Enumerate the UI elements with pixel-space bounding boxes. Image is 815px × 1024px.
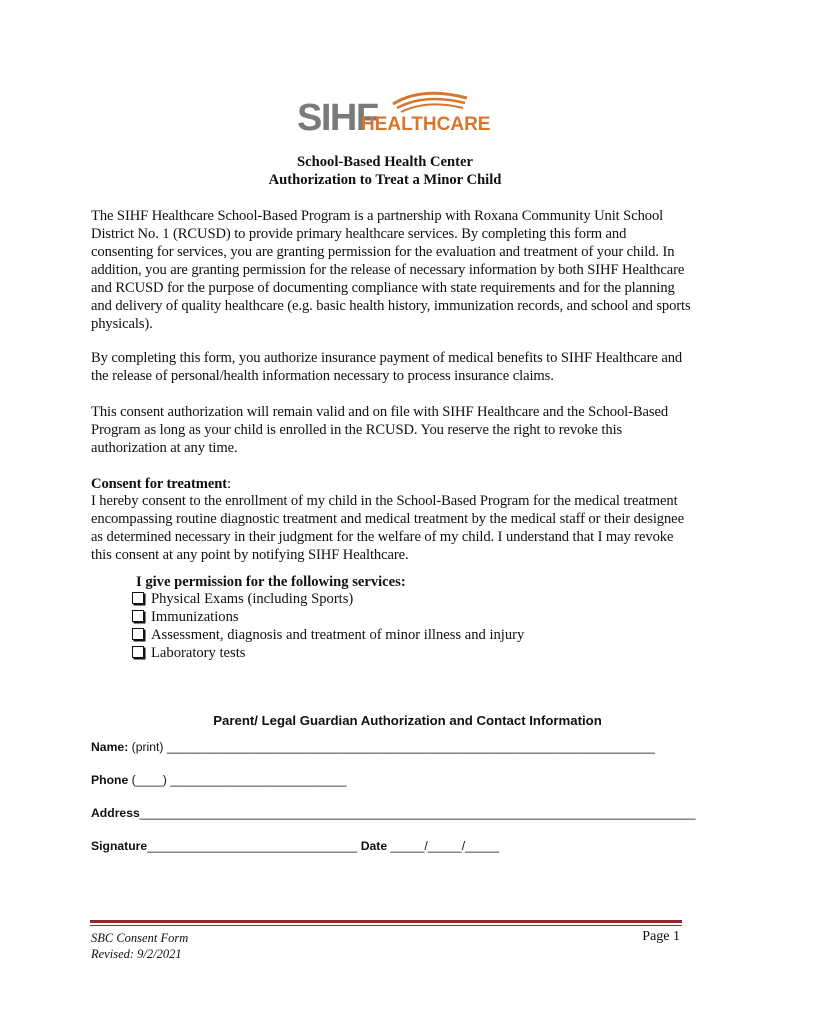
insurance-paragraph: By completing this form, you authorize insurance payment of medical benefits to SIHF Healthcare and the release of personal/health information necessary to process insurance claims.: [91, 350, 683, 384]
footer-revised-date: Revised: 9/2/2021: [91, 947, 182, 961]
footer-divider: [90, 920, 682, 923]
page-subtitle: Authorization to Treat a Minor Child: [268, 172, 502, 188]
name-label: Name:: [91, 740, 129, 754]
consent-paragraph: I hereby consent to the enrollment of my child in the School-Based Program for the medical treatment encompassing routine diagnostic treatment and medical treatment by the medical staff or their designee as determined necessary in their judgment for the welfare of my child. I understand that I may revoke this consent at any point by notifying SIHF Healthcare.: [91, 493, 684, 563]
signature-label: Signature: [91, 839, 148, 853]
address-label: Address: [91, 806, 140, 820]
date-label: Date: [357, 839, 388, 853]
name-field[interactable]: [91, 739, 655, 755]
service-item-immunizations[interactable]: [132, 608, 239, 626]
checkbox-icon[interactable]: [132, 628, 144, 640]
service-item-laboratory-tests[interactable]: [132, 644, 245, 662]
footer-divider-thin: [90, 925, 682, 926]
logo-sub-text: HEALTHCARE: [361, 114, 491, 135]
service-item-assessment[interactable]: [132, 626, 524, 644]
address-blank[interactable]: __________________________________________________________________________________: [139, 806, 696, 820]
logo-main-text: SIHF: [297, 97, 378, 139]
logo-graphic: [297, 86, 491, 139]
footer-form-info: [91, 930, 188, 962]
address-field[interactable]: [91, 805, 696, 821]
service-label: Laboratory tests: [151, 645, 246, 661]
intro-paragraph: The SIHF Healthcare School-Based Program is a partnership with Roxana Community Unit School District No. 1 (RCUSD) to provide primary healthcare services. By completing this form and consenting for services, you are granting permission for the evaluation and treatment of your child. In addition, you are granting permission for the release of necessary information by both SIHF Healthcare and RCUSD for the purpose of documenting compliance with state requirements and for the planning and delivery of quality healthcare (e.g. basic health history, immunization records, and school and sports physicals).: [91, 208, 691, 332]
phone-blank[interactable]: (____) __________________________: [128, 773, 347, 787]
phone-field[interactable]: [91, 772, 346, 788]
phone-label: Phone: [91, 773, 129, 787]
contact-section-heading: Parent/ Legal Guardian Authorization and Contact Information: [213, 713, 602, 728]
sihf-healthcare-logo: [297, 86, 491, 139]
checkbox-icon[interactable]: [132, 646, 144, 658]
service-item-physical-exams[interactable]: [132, 590, 353, 608]
validity-paragraph: This consent authorization will remain valid and on file with SIHF Healthcare and the School-Based Program as long as your child is enrolled in the RCUSD. You reserve the right to revoke this authorization at any time.: [91, 404, 669, 456]
checkbox-icon[interactable]: [132, 610, 144, 622]
service-label: Assessment, diagnosis and treatment of minor illness and injury: [151, 627, 525, 643]
service-label: Physical Exams (including Sports): [151, 591, 354, 607]
checkbox-icon[interactable]: [132, 592, 144, 604]
date-blank[interactable]: _____/_____/_____: [387, 839, 499, 853]
consent-colon: :: [226, 476, 231, 492]
consent-label: Consent for treatment: [91, 476, 227, 492]
footer-form-name: SBC Consent Form: [91, 931, 189, 945]
signature-blank[interactable]: _______________________________: [147, 839, 358, 853]
signature-date-field[interactable]: [91, 838, 499, 854]
name-blank[interactable]: (print) ________________________________________________________________________: [128, 740, 655, 754]
services-heading: I give permission for the following services:: [136, 574, 406, 590]
page-number: Page 1: [642, 929, 680, 944]
service-label: Immunizations: [151, 609, 239, 625]
page-title: School-Based Health Center: [297, 154, 473, 170]
consent-heading: [91, 475, 691, 493]
